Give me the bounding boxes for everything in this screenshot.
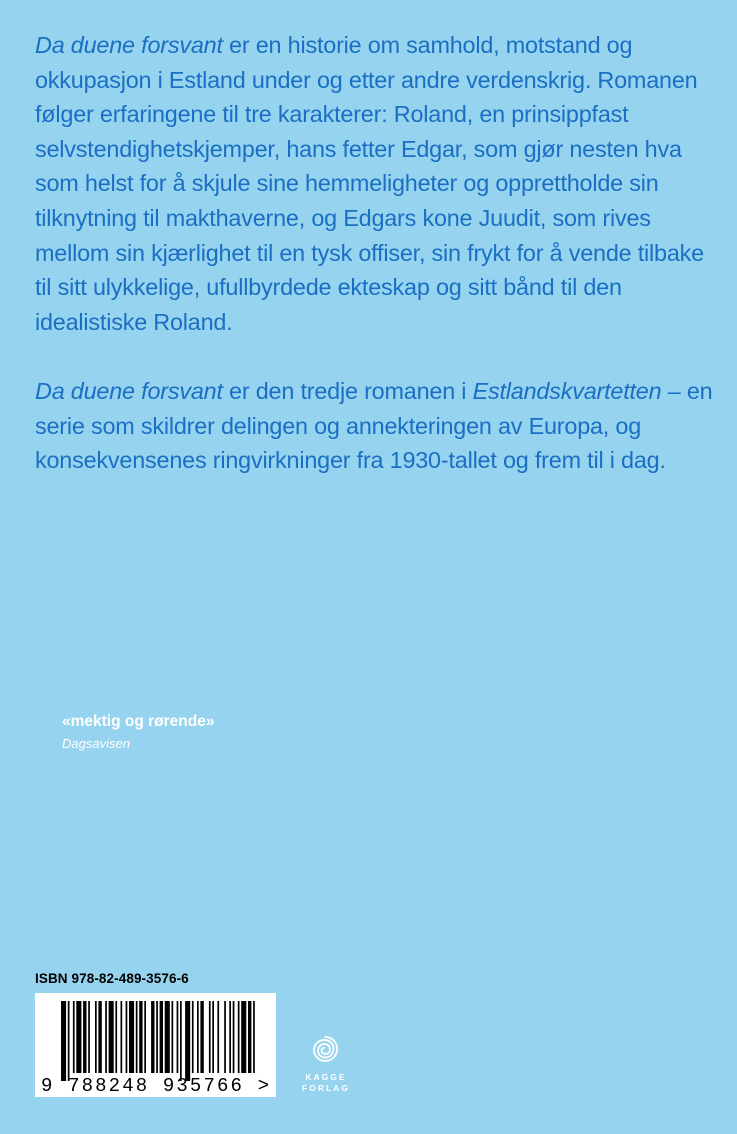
barcode-bar <box>165 1001 170 1073</box>
barcode-bar <box>105 1001 107 1073</box>
barcode-bar <box>209 1001 211 1073</box>
barcode-bar <box>241 1001 246 1073</box>
publisher-name-line2: FORLAG <box>302 1083 350 1093</box>
barcode-bar <box>200 1001 203 1073</box>
barcode-bar <box>121 1001 123 1073</box>
publisher-logo <box>300 1034 350 1094</box>
barcode-bar <box>109 1001 114 1073</box>
blurb-text: er en historie om samhold, motstand og okkupasjon i Estland under og etter andre verdenskrig. Romanen følger erfaringene til tre karakterer: Roland, en prinsippfast selvstendighetskjemper, hans fetter Edgar, som gjør nesten hva som helst for å skjule sine hemmeligheter og opprettholde sin tilknytning til makthaverne, og Edgars kone Juudit, som rives mellom sin kjærlighet til en tysk offiser, sin frykt for å vende tilbake til sitt ulykkelige, ufullbyrdede ekteskap og sitt bånd til den idealistiske Roland. <box>35 32 704 335</box>
barcode-bar <box>238 1001 240 1073</box>
blurb-paragraph-1 <box>35 28 715 339</box>
blurb-paragraph-2 <box>35 374 715 478</box>
isbn-label: ISBN 978-82-489-3576-6 <box>35 971 189 986</box>
quote-text: «mektig og rørende» <box>62 713 215 730</box>
barcode-bar <box>88 1001 90 1073</box>
barcode-bar <box>126 1001 128 1073</box>
barcode-bar <box>83 1001 86 1073</box>
barcode-icon <box>35 993 276 1097</box>
quote-source: Dagsavisen <box>62 736 130 751</box>
barcode-bar <box>233 1001 235 1073</box>
barcode-bar <box>61 1001 66 1081</box>
barcode-bar <box>172 1001 174 1073</box>
barcode-bar <box>212 1001 214 1073</box>
barcode-bar <box>115 1001 117 1073</box>
blurb-text: – en serie som skildrer delingen og annekteringen av Europa, og konsekvensenes ringvirkninger fra 1930-tallet og frem til i dag. <box>35 377 713 474</box>
barcode-bar <box>151 1001 154 1073</box>
italic-title: Da duene forsvant <box>35 377 223 404</box>
spiral-logo-icon <box>310 1034 340 1070</box>
barcode-bar <box>217 1001 219 1073</box>
barcode-digits: 9 788248 935766 > <box>41 1075 269 1097</box>
barcode <box>35 993 276 1097</box>
barcode-bar <box>139 1001 142 1073</box>
barcode-bar <box>144 1001 146 1073</box>
italic-title: Estlandskvartetten <box>472 377 662 404</box>
barcode-bar <box>156 1001 158 1073</box>
barcode-bar <box>192 1001 194 1073</box>
barcode-bar <box>95 1001 97 1073</box>
barcode-bar <box>253 1001 255 1073</box>
barcode-bar <box>224 1001 226 1073</box>
barcode-bar <box>76 1001 81 1073</box>
italic-title: Da duene forsvant <box>35 32 223 58</box>
barcode-bar <box>136 1001 138 1073</box>
barcode-bar <box>248 1001 251 1073</box>
barcode-bar <box>73 1001 75 1073</box>
back-cover-blurb <box>35 28 715 478</box>
barcode-bar <box>98 1001 101 1073</box>
press-quote <box>62 712 214 754</box>
barcode-bar <box>68 1001 70 1081</box>
barcode-bar <box>129 1001 134 1073</box>
barcode-bar <box>197 1001 199 1073</box>
blurb-text: er den tredje romanen i <box>222 377 473 404</box>
barcode-bar <box>229 1001 231 1073</box>
publisher-name-line1: KAGGE <box>305 1072 347 1082</box>
barcode-bar <box>160 1001 163 1073</box>
barcode-bar <box>180 1001 182 1081</box>
barcode-bar <box>177 1001 179 1073</box>
barcode-bar <box>185 1001 190 1081</box>
